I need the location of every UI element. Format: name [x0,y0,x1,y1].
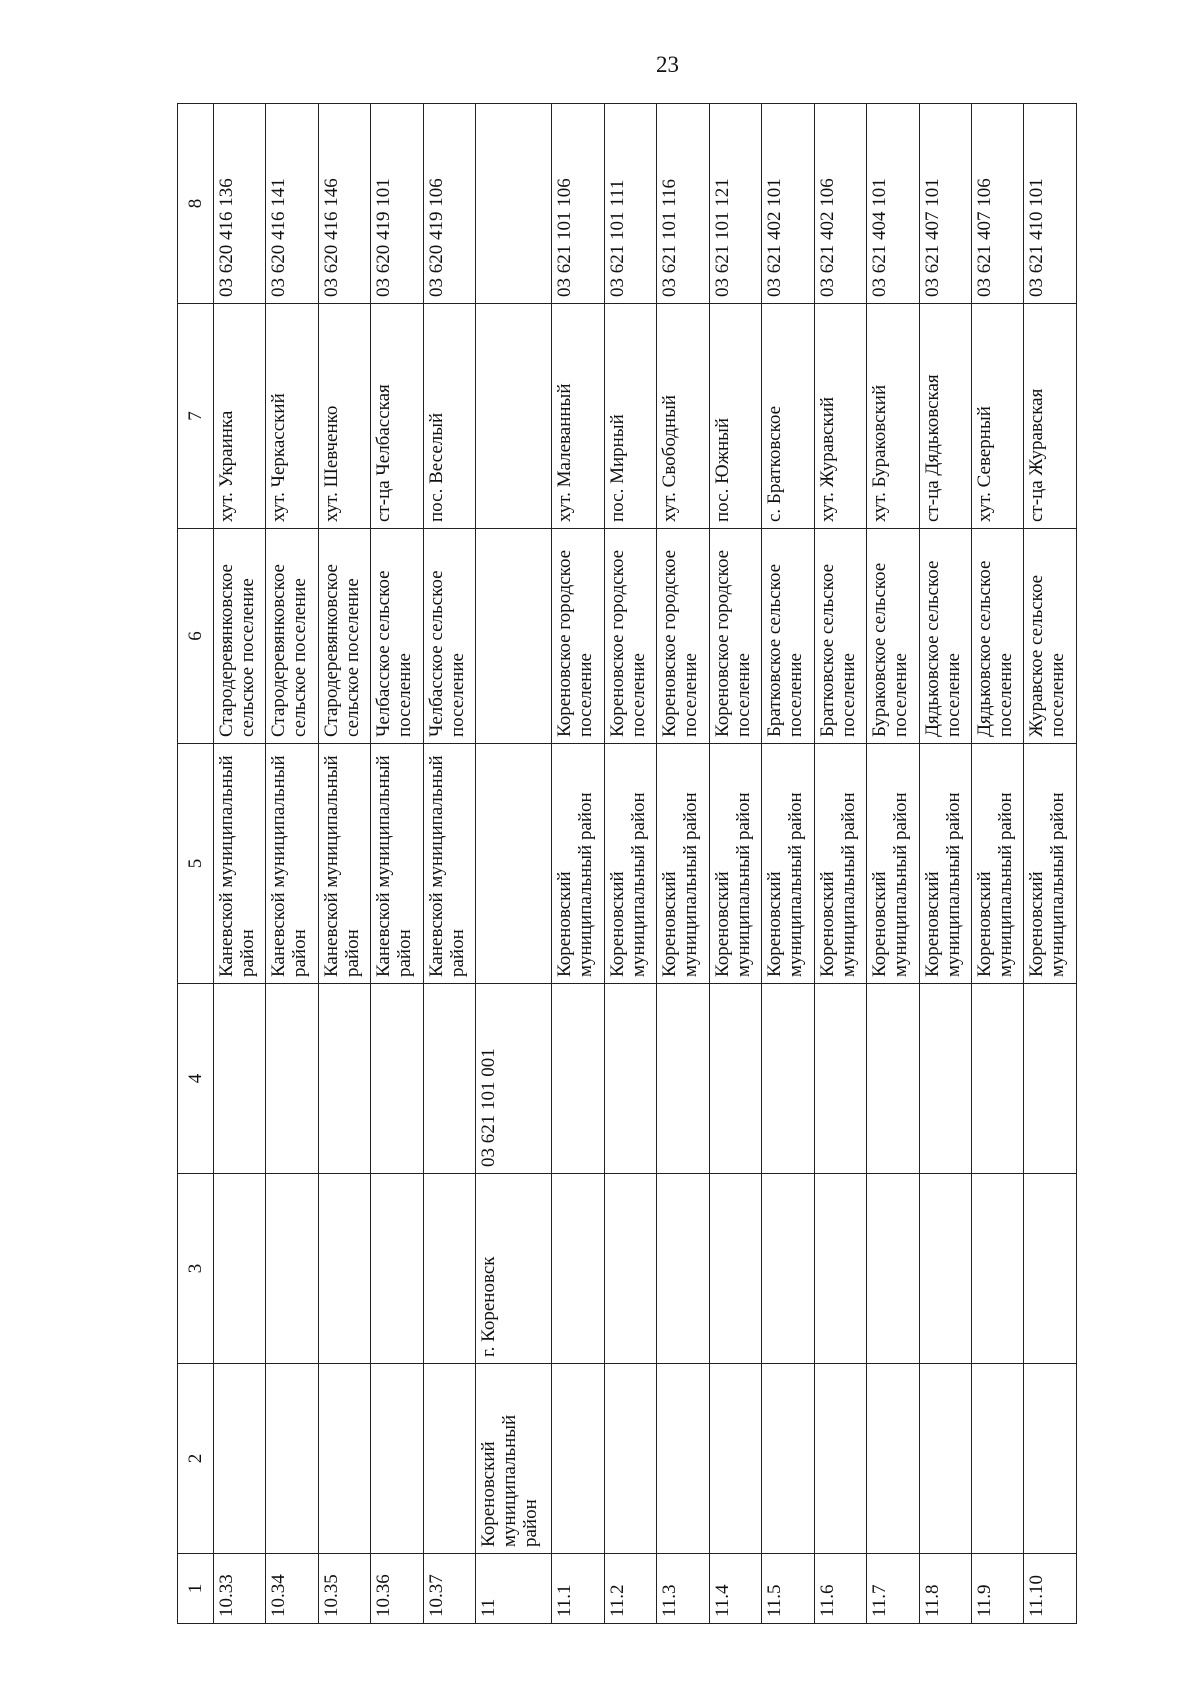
header-col-7: 7 [178,304,214,529]
cell-center-name [266,1174,318,1364]
cell-locality: пос. Мирный [604,304,656,529]
cell-center-code [552,984,604,1174]
cell-locality: с. Братковское [762,304,814,529]
cell-settlement: Стародеревянковское сельское поселение [266,529,318,744]
cell-settlement: Бураковское сельское поселение [867,529,919,744]
cell-center-code [214,984,266,1174]
cell-row-number: 11.3 [657,1554,709,1624]
cell-locality: хут. Украинка [214,304,266,529]
table-row [214,104,266,1624]
header-col-4: 4 [178,984,214,1174]
cell-municipal-district: Каневской муниципальный район [318,744,370,984]
cell-municipal-district: Каневской муниципальный район [423,744,475,984]
cell-row-number: 10.33 [214,1554,266,1624]
cell-center-name [371,1174,423,1364]
cell-center-code [423,984,475,1174]
header-col-8: 8 [178,104,214,304]
table-row [318,104,370,1624]
cell-locality [476,304,552,529]
cell-row-number: 11.1 [552,1554,604,1624]
cell-center-code [709,984,761,1174]
cell-center-name: г. Кореновск [476,1174,552,1364]
header-col-5: 5 [178,744,214,984]
cell-center-code [657,984,709,1174]
cell-settlement: Кореновское городское поселение [604,529,656,744]
table-row [604,104,656,1624]
cell-center-code [604,984,656,1174]
cell-municipal-district: Кореновский муниципальный район [972,744,1024,984]
table-row [476,104,552,1624]
cell-district-name [214,1364,266,1554]
cell-center-name [867,1174,919,1364]
cell-row-number: 11.10 [1024,1554,1077,1624]
cell-center-code [371,984,423,1174]
cell-center-code [1024,984,1077,1174]
table-body [178,104,1077,1624]
cell-municipal-district: Кореновский муниципальный район [814,744,866,984]
cell-locality: хут. Свободный [657,304,709,529]
cell-municipal-district: Каневской муниципальный район [266,744,318,984]
table-row [552,104,604,1624]
cell-locality-code: 03 621 402 106 [814,104,866,304]
cell-settlement: Челбасское сельское поселение [371,529,423,744]
cell-municipal-district: Кореновский муниципальный район [552,744,604,984]
cell-district-name [867,1364,919,1554]
cell-center-name [1024,1174,1077,1364]
cell-center-name [552,1174,604,1364]
cell-center-name [919,1174,971,1364]
cell-locality-code: 03 621 407 101 [919,104,971,304]
cell-center-name [318,1174,370,1364]
page-number: 23 [656,52,679,77]
cell-center-name [972,1174,1024,1364]
table-row [423,104,475,1624]
cell-municipal-district: Каневской муниципальный район [371,744,423,984]
header-col-3: 3 [178,1174,214,1364]
cell-locality: ст-ца Дядьковская [919,304,971,529]
cell-locality-code: 03 621 101 106 [552,104,604,304]
cell-district-name [552,1364,604,1554]
cell-district-name [423,1364,475,1554]
cell-district-name [657,1364,709,1554]
cell-municipal-district: Кореновский муниципальный район [762,744,814,984]
cell-settlement: Братковское сельское поселение [762,529,814,744]
cell-municipal-district: Кореновский муниципальный район [1024,744,1077,984]
cell-settlement: Кореновское городское поселение [709,529,761,744]
header-col-1: 1 [178,1554,214,1624]
cell-locality-code: 03 620 419 101 [371,104,423,304]
cell-row-number: 11.5 [762,1554,814,1624]
cell-municipal-district: Кореновский муниципальный район [604,744,656,984]
cell-municipal-district: Кореновский муниципальный район [657,744,709,984]
cell-locality-code: 03 621 101 121 [709,104,761,304]
cell-row-number: 10.34 [266,1554,318,1624]
cell-municipal-district: Кореновский муниципальный район [709,744,761,984]
cell-row-number: 11.2 [604,1554,656,1624]
cell-center-name [214,1174,266,1364]
table-row [762,104,814,1624]
cell-locality-code: 03 621 404 101 [867,104,919,304]
cell-row-number: 11.8 [919,1554,971,1624]
cell-locality: хут. Журавский [814,304,866,529]
cell-center-code [266,984,318,1174]
cell-district-name [972,1364,1024,1554]
cell-district-name: Кореновский муниципальный район [476,1364,552,1554]
cell-settlement: Челбасское сельское поселение [423,529,475,744]
cell-center-code [919,984,971,1174]
cell-locality-code: 03 621 101 111 [604,104,656,304]
cell-locality-code: 03 621 410 101 [1024,104,1077,304]
cell-district-name [1024,1364,1077,1554]
cell-settlement: Дядьковское сельское поселение [919,529,971,744]
cell-center-code [318,984,370,1174]
header-col-6: 6 [178,529,214,744]
cell-settlement: Кореновское городское поселение [552,529,604,744]
cell-center-code [814,984,866,1174]
cell-row-number: 10.36 [371,1554,423,1624]
table-row [266,104,318,1624]
table-row [814,104,866,1624]
table-row [371,104,423,1624]
cell-settlement [476,529,552,744]
cell-center-name [814,1174,866,1364]
cell-settlement: Стародеревянковское сельское поселение [318,529,370,744]
cell-locality-code: 03 620 416 136 [214,104,266,304]
cell-locality: хут. Черкасский [266,304,318,529]
cell-locality: хут. Малеванный [552,304,604,529]
cell-row-number: 10.37 [423,1554,475,1624]
cell-district-name [604,1364,656,1554]
cell-locality: пос. Южный [709,304,761,529]
cell-row-number: 11.6 [814,1554,866,1624]
cell-center-code [972,984,1024,1174]
cell-row-number: 11.9 [972,1554,1024,1624]
cell-center-name [657,1174,709,1364]
cell-center-name [709,1174,761,1364]
table-row [919,104,971,1624]
cell-district-name [318,1364,370,1554]
settlements-table [177,103,1077,1624]
cell-locality-code: 03 620 419 106 [423,104,475,304]
cell-municipal-district [476,744,552,984]
cell-center-code [867,984,919,1174]
cell-locality: хут. Северный [972,304,1024,529]
cell-district-name [814,1364,866,1554]
cell-locality-code: 03 620 416 141 [266,104,318,304]
cell-row-number: 10.35 [318,1554,370,1624]
cell-district-name [919,1364,971,1554]
cell-center-name [423,1174,475,1364]
cell-municipal-district: Кореновский муниципальный район [867,744,919,984]
rotated-table-container [177,104,1077,1624]
cell-locality-code: 03 621 402 101 [762,104,814,304]
cell-locality-code: 03 621 407 106 [972,104,1024,304]
table-row [867,104,919,1624]
cell-center-name [604,1174,656,1364]
cell-district-name [762,1364,814,1554]
cell-center-code: 03 621 101 001 [476,984,552,1174]
cell-locality-code: 03 621 101 116 [657,104,709,304]
cell-settlement: Стародеревянковское сельское поселение [214,529,266,744]
table-row [709,104,761,1624]
cell-center-code [762,984,814,1174]
cell-locality-code [476,104,552,304]
header-row [178,104,214,1624]
cell-locality: пос. Веселый [423,304,475,529]
cell-settlement: Братковское сельское поселение [814,529,866,744]
cell-district-name [709,1364,761,1554]
cell-locality: ст-ца Журавская [1024,304,1077,529]
table-row [657,104,709,1624]
cell-locality-code: 03 620 416 146 [318,104,370,304]
cell-settlement: Дядьковское сельское поселение [972,529,1024,744]
cell-row-number: 11 [476,1554,552,1624]
table-row [1024,104,1077,1624]
table-row [972,104,1024,1624]
cell-municipal-district: Каневской муниципальный район [214,744,266,984]
cell-settlement: Журавское сельское поселение [1024,529,1077,744]
cell-row-number: 11.7 [867,1554,919,1624]
cell-settlement: Кореновское городское поселение [657,529,709,744]
cell-center-name [762,1174,814,1364]
cell-row-number: 11.4 [709,1554,761,1624]
cell-municipal-district: Кореновский муниципальный район [919,744,971,984]
cell-district-name [371,1364,423,1554]
cell-district-name [266,1364,318,1554]
cell-locality: хут. Шевченко [318,304,370,529]
cell-locality: хут. Бураковский [867,304,919,529]
header-col-2: 2 [178,1364,214,1554]
cell-locality: ст-ца Челбасская [371,304,423,529]
